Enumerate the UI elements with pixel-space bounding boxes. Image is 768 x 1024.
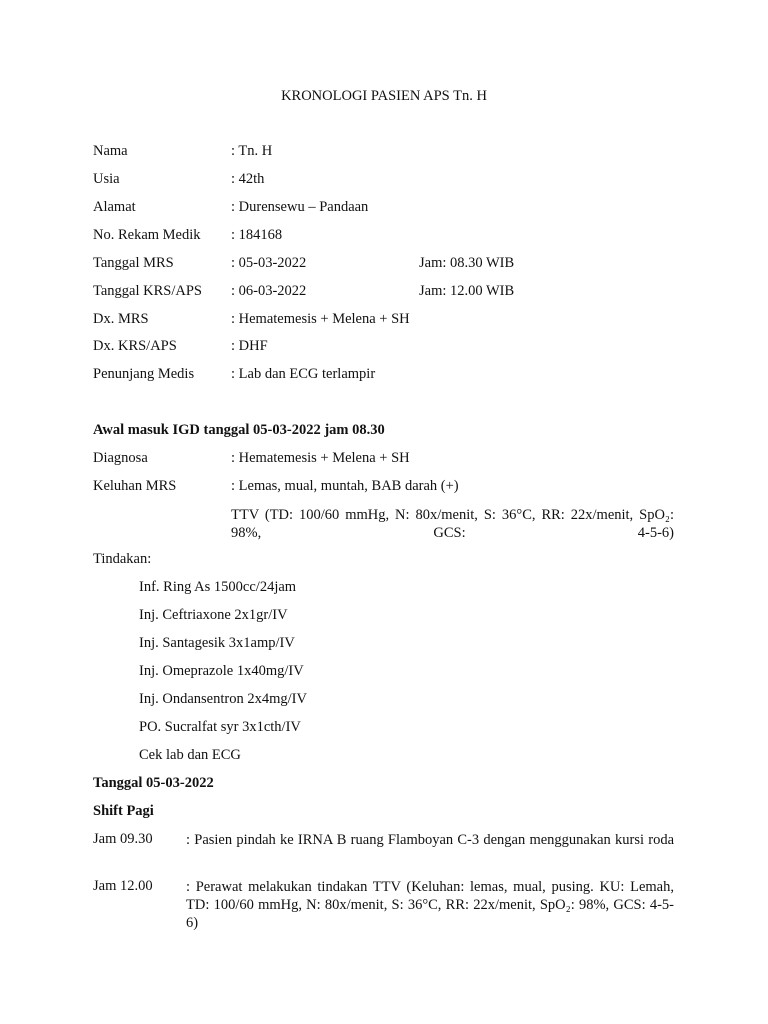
entry-line: roda <box>648 832 674 848</box>
entry-line: : Perawat melakukan tindakan TTV (Keluhan: lemas, mual, pusing. KU: <box>186 879 625 895</box>
identity-label: Tanggal MRS <box>93 255 174 271</box>
identity-value: : Lab dan ECG terlampir <box>231 366 376 382</box>
identity-value: : 05-03-2022 <box>231 255 307 271</box>
ttv-paragraph <box>231 506 674 560</box>
identity-value: : 06-03-2022 <box>231 283 307 299</box>
identity-label: Nama <box>93 143 128 159</box>
tindakan-label: Tindakan: <box>93 551 152 567</box>
identity-label: Usia <box>93 171 120 187</box>
document-title: KRONOLOGI PASIEN APS Tn. H <box>281 88 487 104</box>
tindakan-item: Inf. Ring As 1500cc/24jam <box>139 579 297 595</box>
identity-label: Alamat <box>93 199 136 215</box>
identity-value: : DHF <box>231 338 268 354</box>
identity-value: : 184168 <box>231 227 283 243</box>
identity-label: Penunjang Medis <box>93 366 195 382</box>
identity-time: Jam: 12.00 WIB <box>419 283 515 299</box>
entry-line: Lemah, TD: 100/60 mmHg, N: 80x/menit, S: 36°C, RR: 22x/menit, SpO₂: <box>186 879 674 913</box>
tindakan-item: Inj. Omeprazole 1x40mg/IV <box>139 663 304 679</box>
diagnosa-label: Diagnosa <box>93 450 148 466</box>
identity-value: : Hematemesis + Melena + SH <box>231 311 410 327</box>
tindakan-item: PO. Sucralfat syr 3x1cth/IV <box>139 719 301 735</box>
entry-text <box>186 831 674 867</box>
identity-time: Jam: 08.30 WIB <box>419 255 515 271</box>
identity-label: Dx. KRS/APS <box>93 338 177 354</box>
entry-text <box>186 878 674 950</box>
tindakan-item: Cek lab dan ECG <box>139 747 241 763</box>
identity-label: Tanggal KRS/APS <box>93 283 202 299</box>
shift-heading: Shift Pagi <box>93 803 154 819</box>
entry-line: 98%, GCS: 4-5-6) <box>186 897 674 931</box>
identity-value: : 42th <box>231 171 265 187</box>
igd-heading: Awal masuk IGD tanggal 05-03-2022 jam 08.30 <box>93 422 385 438</box>
identity-label: No. Rekam Medik <box>93 227 201 243</box>
keluhan-label: Keluhan MRS <box>93 478 177 494</box>
entry-line: : Pasien pindah ke IRNA B ruang Flamboyan C-3 dengan menggunakan kursi <box>186 832 644 848</box>
entry-time: Jam 12.00 <box>93 878 153 894</box>
tindakan-item: Inj. Ceftriaxone 2x1gr/IV <box>139 607 288 623</box>
identity-value: : Tn. H <box>231 143 273 159</box>
day1-heading: Tanggal 05-03-2022 <box>93 775 214 791</box>
tindakan-item: Inj. Ondansentron 2x4mg/IV <box>139 691 307 707</box>
keluhan-value: : Lemas, mual, muntah, BAB darah (+) <box>231 478 459 494</box>
tindakan-item: Inj. Santagesik 3x1amp/IV <box>139 635 295 651</box>
identity-label: Dx. MRS <box>93 311 149 327</box>
ttv-line-2: SpO₂: 98%, GCS: 4-5-6) <box>231 507 675 541</box>
diagnosa-value: : Hematemesis + Melena + SH <box>231 450 410 466</box>
ttv-line-1: TTV (TD: 100/60 mmHg, N: 80x/menit, S: 36°C, RR: 22x/menit, <box>231 507 634 523</box>
identity-value: : Durensewu – Pandaan <box>231 199 369 215</box>
entry-time: Jam 09.30 <box>93 831 153 847</box>
